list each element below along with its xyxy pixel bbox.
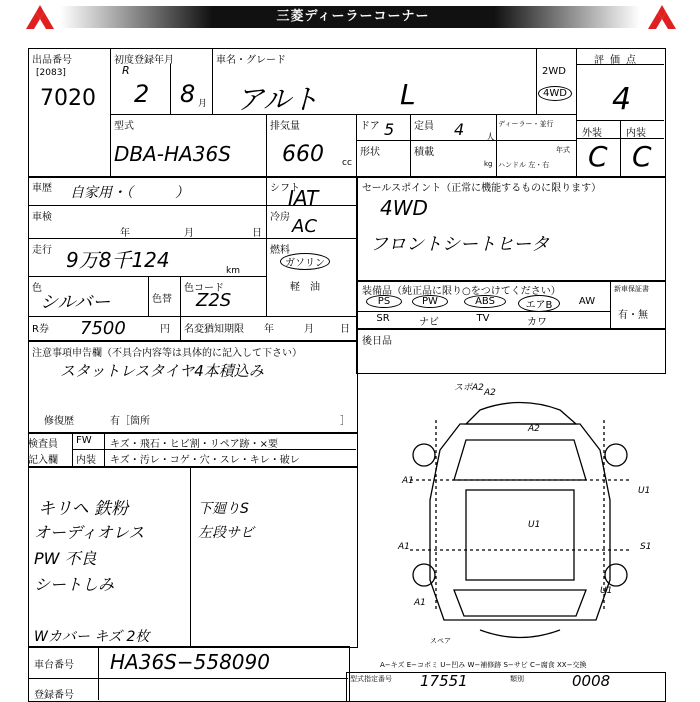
model-name: アルト — [236, 83, 319, 116]
ac-label: 冷房 — [270, 212, 290, 223]
recycle-label: R券 — [32, 324, 49, 335]
mitsubishi-logo-right-icon — [644, 5, 680, 31]
first-reg-month-unit: 月 — [198, 99, 208, 109]
score-value: 4 — [612, 82, 632, 117]
interior-grade: C — [632, 140, 652, 173]
inspection-day: 日 — [252, 228, 262, 239]
equip-abs: ABS — [464, 295, 506, 308]
lot-label: 出品番号 — [32, 55, 72, 66]
model-grade: L — [400, 78, 416, 111]
warranty-label: 新車保証書 — [614, 285, 649, 293]
first-reg-era: R — [122, 64, 130, 77]
drive-4wd-circled: 4WD — [538, 86, 572, 101]
name-change-month: 月 — [304, 324, 314, 335]
warranty-value: 有・無 — [618, 310, 648, 321]
diag-s1-right: S1 — [640, 542, 652, 552]
mileage-unit: km — [226, 266, 240, 276]
diag-u1-rear: U1 — [600, 586, 613, 596]
equip-aw: AW — [578, 296, 596, 307]
mitsubishi-logo-left-icon — [22, 5, 58, 31]
rear-items-label: 後日品 — [362, 336, 392, 347]
capacity-value: 4 — [454, 120, 465, 139]
recycle-unit: 円 — [160, 324, 170, 335]
class-number-label: 類別 — [510, 675, 524, 683]
dealer-banner: 三菱ディーラーコーナー — [212, 6, 494, 28]
remark-line5: Wカバー キズ 2枚 — [34, 629, 150, 645]
handle-label: ハンドル 左・右 — [498, 161, 550, 169]
diag-u1-right: U1 — [638, 486, 651, 496]
equip-sr: SR — [376, 313, 390, 324]
notes-label: 注意事項申告欄（不具合内容等は具体的に記入して下さい） — [32, 348, 302, 359]
usage-label: 車歴 — [32, 183, 52, 194]
entry-label: 記入欄 — [28, 455, 58, 466]
inspection-month: 月 — [184, 228, 194, 239]
displacement-label: 排気量 — [270, 121, 300, 132]
sales-point-label: セールスポイント（正常に機能するものに限ります） — [362, 183, 602, 194]
remark-line2: オーディオレス — [34, 523, 145, 542]
spec-number-label: 型式指定番号 — [350, 675, 392, 683]
first-reg-month: 8 — [180, 80, 196, 108]
fw-items: キズ・飛石・ヒビ割・リペア跡・×要 — [110, 439, 278, 450]
banner-fade-right — [494, 6, 640, 28]
mileage-value: 9万8千124 — [66, 248, 170, 272]
doors-value: 5 — [384, 120, 395, 139]
fw-label: FW — [76, 435, 92, 446]
equip-airbag: エアB — [518, 295, 560, 312]
color-code-label: 色コード — [184, 283, 224, 294]
exterior-grade: C — [588, 140, 608, 173]
chassis-label: 車台番号 — [34, 660, 74, 671]
diag-a1-rear-left: A1 — [398, 542, 410, 552]
diag-a1-rear: A1 — [414, 598, 426, 608]
fuel-diesel: 軽 油 — [290, 282, 320, 293]
color-value: シルバー — [40, 292, 111, 313]
equip-ps: PS — [366, 295, 402, 308]
equip-navi: ナビ — [419, 317, 439, 328]
type-value: DBA-HA36S — [114, 142, 231, 166]
usage-value: 自家用・（ ） — [70, 185, 189, 201]
capacity-unit: 人 — [486, 133, 496, 143]
diag-a1-left: A1 — [402, 476, 414, 486]
inspector-label: 検査員 — [28, 439, 58, 450]
registration-label: 登録番号 — [34, 690, 74, 701]
lot-number: 7020 — [40, 86, 96, 111]
bottom-right-frame — [346, 672, 666, 702]
remark-line1: キリヘ 鉄粉 — [38, 499, 129, 519]
notes-text: スタットレスタイヤ4本積込み — [60, 362, 264, 380]
repair-label: 修復歴 — [44, 416, 74, 427]
sales-point-line1: 4WD — [380, 196, 428, 220]
lot-subnumber: [2083] — [36, 68, 66, 78]
diag-a2-front: A2 — [484, 388, 496, 398]
interior-label: 内装 — [626, 128, 646, 139]
class-number-value: 0008 — [572, 672, 611, 690]
type-label: 型式 — [114, 121, 134, 132]
remark-line3: PW 不良 — [34, 549, 97, 568]
first-reg-label: 初度登録年月 — [114, 55, 174, 66]
equip-leather: カワ — [527, 317, 547, 328]
first-reg-year: 2 — [134, 80, 150, 108]
exterior-label: 外装 — [582, 128, 602, 139]
equipment-label: 装備品（純正品に限り○をつけてください） — [362, 286, 561, 297]
remark-line4: シートしみ — [34, 575, 115, 594]
color-code-value: Z2S — [196, 290, 232, 311]
recycle-value: 7500 — [80, 318, 126, 339]
fuel-gasoline-circled: ガソリン — [280, 253, 330, 270]
name-change-label: 名変猶知期限 — [184, 324, 244, 335]
mileage-label: 走行 — [32, 245, 52, 256]
load-unit: kg — [484, 160, 493, 168]
load-label: 積載 — [414, 147, 434, 158]
spec-number-value: 17551 — [420, 672, 468, 690]
car-damage-diagram — [380, 380, 660, 650]
color-label: 色 — [32, 283, 42, 294]
name-change-year: 年 — [264, 324, 274, 335]
repair-close: ］ — [340, 416, 350, 427]
doors-label: ドア — [360, 121, 380, 132]
equip-tv: TV — [476, 313, 490, 324]
dealer-label: ディーラー・並行 — [498, 120, 554, 128]
year-model-label: 年式 — [556, 146, 570, 154]
damage-legend: A−キズ E−コボミ U−凹み W−補修跡 S−サビ C−腐食 XX−交換 — [380, 661, 587, 669]
inspection-label: 車検 — [32, 212, 52, 223]
equip-pw: PW — [412, 295, 448, 308]
interior-items: キズ・汚レ・コゲ・穴・スレ・キレ・破レ — [110, 455, 300, 466]
color-tone-label: 色替 — [152, 294, 172, 305]
score-label: 評価点 — [594, 55, 642, 66]
shift-value: IAT — [288, 186, 319, 210]
remark-line1b: 下廻りS — [198, 501, 249, 517]
capacity-label: 定員 — [414, 121, 434, 132]
rear-items-frame — [356, 328, 666, 374]
ac-value: AC — [292, 216, 317, 237]
inspection-year: 年 — [120, 228, 130, 239]
remark-line2b: 左段サビ — [198, 525, 254, 541]
inner-label: 内装 — [76, 455, 96, 466]
banner-fade-left — [60, 6, 212, 28]
model-label: 車名・グレード — [216, 55, 286, 66]
drive-2wd: 2WD — [542, 66, 566, 77]
chassis-value: HA36S−558090 — [110, 650, 270, 674]
sales-point-line2: フロントシートヒータ — [370, 234, 550, 255]
diag-a2-spoiler: スポA2 — [454, 383, 484, 393]
diag-spare: スペア — [430, 637, 451, 645]
repair-value: 有［箇所 — [110, 416, 150, 427]
diag-u1-roof: U1 — [528, 520, 541, 530]
displacement-unit: cc — [342, 158, 352, 168]
shape-label: 形状 — [360, 147, 380, 158]
shift-label: シフト — [270, 183, 300, 194]
diag-a2-hood: A2 — [528, 424, 540, 434]
fuel-label: 燃料 — [270, 245, 290, 256]
displacement-value: 660 — [282, 142, 324, 167]
name-change-day: 日 — [340, 324, 350, 335]
